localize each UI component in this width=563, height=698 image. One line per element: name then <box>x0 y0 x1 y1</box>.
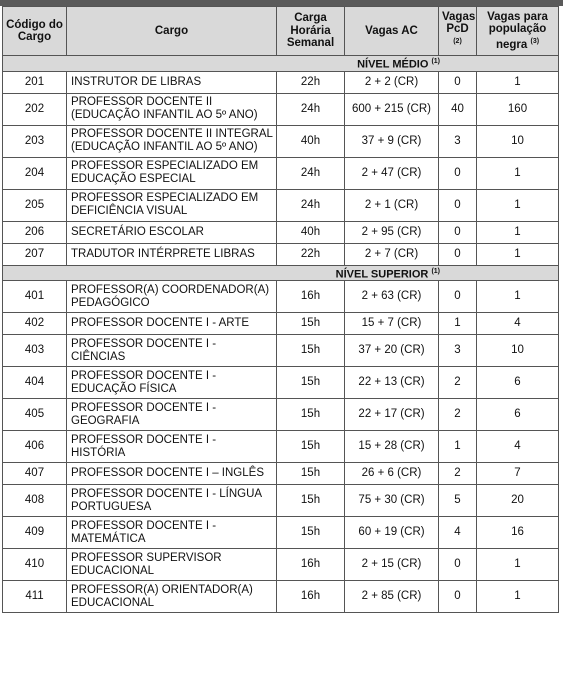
cell-carga: 22h <box>277 243 345 265</box>
cell-vagas-pcd: 2 <box>439 367 477 399</box>
cell-vagas-negra: 1 <box>477 71 559 93</box>
table-row <box>3 157 559 189</box>
cell-vagas-ac: 22 + 17 (CR) <box>345 399 439 431</box>
cell-vagas-negra: 1 <box>477 189 559 221</box>
cell-carga: 15h <box>277 367 345 399</box>
cell-codigo: 201 <box>3 71 67 93</box>
table-row <box>3 189 559 221</box>
cell-vagas-pcd: 2 <box>439 463 477 485</box>
cell-cargo: PROFESSOR DOCENTE II (EDUCAÇÃO INFANTIL AO 5º ANO) <box>67 93 277 125</box>
cell-vagas-pcd: 0 <box>439 221 477 243</box>
cell-codigo: 207 <box>3 243 67 265</box>
vagas-table-container <box>2 6 561 613</box>
cell-vagas-ac: 2 + 47 (CR) <box>345 157 439 189</box>
table-row <box>3 243 559 265</box>
section-row <box>3 56 559 72</box>
cell-codigo: 408 <box>3 485 67 517</box>
cell-vagas-negra: 1 <box>477 549 559 581</box>
cell-vagas-pcd: 0 <box>439 243 477 265</box>
header-row <box>3 7 559 56</box>
cell-codigo: 402 <box>3 313 67 335</box>
cell-cargo: PROFESSOR DOCENTE I - ARTE <box>67 313 277 335</box>
table-row <box>3 281 559 313</box>
cell-vagas-pcd: 0 <box>439 581 477 613</box>
cell-cargo: PROFESSOR SUPERVISOR EDUCACIONAL <box>67 549 277 581</box>
table-row <box>3 335 559 367</box>
cell-cargo: PROFESSOR DOCENTE I - MATEMÁTICA <box>67 517 277 549</box>
cell-cargo: PROFESSOR(A) ORIENTADOR(A) EDUCACIONAL <box>67 581 277 613</box>
cell-vagas-pcd: 5 <box>439 485 477 517</box>
cell-carga: 24h <box>277 93 345 125</box>
cell-carga: 15h <box>277 517 345 549</box>
cell-codigo: 202 <box>3 93 67 125</box>
cell-vagas-ac: 2 + 63 (CR) <box>345 281 439 313</box>
cell-codigo: 203 <box>3 125 67 157</box>
cell-cargo: PROFESSOR DOCENTE I - HISTÓRIA <box>67 431 277 463</box>
header-carga-text: Carga Horária Semanal <box>286 12 335 50</box>
cell-vagas-pcd: 0 <box>439 189 477 221</box>
cell-codigo: 411 <box>3 581 67 613</box>
cell-carga: 15h <box>277 335 345 367</box>
cell-carga: 40h <box>277 125 345 157</box>
cell-codigo: 404 <box>3 367 67 399</box>
header-carga <box>277 7 345 56</box>
cell-vagas-negra: 6 <box>477 367 559 399</box>
cell-vagas-negra: 10 <box>477 125 559 157</box>
cell-vagas-ac: 60 + 19 (CR) <box>345 517 439 549</box>
cell-vagas-ac: 2 + 95 (CR) <box>345 221 439 243</box>
table-row <box>3 485 559 517</box>
table-row <box>3 517 559 549</box>
cell-carga: 15h <box>277 313 345 335</box>
cell-vagas-ac: 600 + 215 (CR) <box>345 93 439 125</box>
vagas-table <box>2 6 559 613</box>
cell-codigo: 405 <box>3 399 67 431</box>
cell-codigo: 204 <box>3 157 67 189</box>
cell-carga: 24h <box>277 157 345 189</box>
cell-cargo: PROFESSOR DOCENTE I - LÍNGUA PORTUGUESA <box>67 485 277 517</box>
cell-vagas-ac: 37 + 20 (CR) <box>345 335 439 367</box>
table-row <box>3 549 559 581</box>
table-row <box>3 71 559 93</box>
cell-vagas-ac: 2 + 85 (CR) <box>345 581 439 613</box>
cell-vagas-pcd: 1 <box>439 431 477 463</box>
header-vagas-ac-text: Vagas AC <box>365 24 418 37</box>
section-note: (1) <box>431 58 440 65</box>
cell-codigo: 206 <box>3 221 67 243</box>
cell-vagas-negra: 4 <box>477 431 559 463</box>
header-vagas-negra <box>477 7 559 56</box>
table-row <box>3 125 559 157</box>
table-row <box>3 463 559 485</box>
cell-vagas-negra: 1 <box>477 243 559 265</box>
cell-vagas-negra: 4 <box>477 313 559 335</box>
cell-vagas-pcd: 3 <box>439 335 477 367</box>
header-vagas-ac <box>345 7 439 56</box>
cell-vagas-negra: 1 <box>477 221 559 243</box>
cell-vagas-negra: 20 <box>477 485 559 517</box>
header-cargo <box>67 7 277 56</box>
table-body <box>3 56 559 613</box>
cell-carga: 16h <box>277 549 345 581</box>
cell-vagas-ac: 2 + 15 (CR) <box>345 549 439 581</box>
header-vagas-negra-text: Vagas para população negra <box>487 10 548 51</box>
cell-codigo: 403 <box>3 335 67 367</box>
section-note: (1) <box>431 267 440 275</box>
header-cargo-text: Cargo <box>154 24 189 37</box>
cell-vagas-ac: 15 + 7 (CR) <box>345 313 439 335</box>
cell-vagas-ac: 2 + 2 (CR) <box>345 71 439 93</box>
cell-vagas-pcd: 4 <box>439 517 477 549</box>
cell-vagas-negra: 16 <box>477 517 559 549</box>
cell-vagas-ac: 26 + 6 (CR) <box>345 463 439 485</box>
table-row <box>3 367 559 399</box>
cell-cargo: PROFESSOR DOCENTE I - CIÊNCIAS <box>67 335 277 367</box>
cell-vagas-pcd: 0 <box>439 157 477 189</box>
cell-vagas-ac: 37 + 9 (CR) <box>345 125 439 157</box>
cell-vagas-negra: 1 <box>477 157 559 189</box>
section-title-cell <box>3 265 559 281</box>
cell-vagas-ac: 75 + 30 (CR) <box>345 485 439 517</box>
cell-vagas-pcd: 2 <box>439 399 477 431</box>
cell-cargo: PROFESSOR DOCENTE I – INGLÊS <box>67 463 277 485</box>
cell-cargo: PROFESSOR DOCENTE I - GEOGRAFIA <box>67 399 277 431</box>
cell-codigo: 401 <box>3 281 67 313</box>
cell-codigo: 410 <box>3 549 67 581</box>
cell-vagas-negra: 7 <box>477 463 559 485</box>
section-title: NÍVEL MÉDIO <box>357 58 429 71</box>
header-vagas-pcd-text: Vagas PcD <box>442 10 476 36</box>
cell-vagas-negra: 1 <box>477 581 559 613</box>
cell-vagas-ac: 2 + 1 (CR) <box>345 189 439 221</box>
cell-codigo: 409 <box>3 517 67 549</box>
cell-carga: 16h <box>277 281 345 313</box>
cell-vagas-pcd: 3 <box>439 125 477 157</box>
header-codigo-text: Código do Cargo <box>6 18 63 43</box>
cell-vagas-pcd: 0 <box>439 71 477 93</box>
section-row <box>3 265 559 281</box>
cell-cargo: SECRETÁRIO ESCOLAR <box>67 221 277 243</box>
table-row <box>3 581 559 613</box>
cell-vagas-ac: 22 + 13 (CR) <box>345 367 439 399</box>
section-title: NÍVEL SUPERIOR <box>335 268 429 281</box>
cell-codigo: 205 <box>3 189 67 221</box>
cell-carga: 40h <box>277 221 345 243</box>
cell-cargo: PROFESSOR DOCENTE I - EDUCAÇÃO FÍSICA <box>67 367 277 399</box>
header-vagas-pcd-note: (2) <box>453 37 462 45</box>
cell-vagas-negra: 6 <box>477 399 559 431</box>
cell-vagas-ac: 2 + 7 (CR) <box>345 243 439 265</box>
table-row <box>3 431 559 463</box>
cell-carga: 24h <box>277 189 345 221</box>
table-row <box>3 399 559 431</box>
cell-carga: 22h <box>277 71 345 93</box>
header-vagas-negra-note: (3) <box>530 37 540 45</box>
table-row <box>3 93 559 125</box>
cell-vagas-pcd: 0 <box>439 281 477 313</box>
cell-vagas-pcd: 0 <box>439 549 477 581</box>
cell-vagas-negra: 1 <box>477 281 559 313</box>
cell-vagas-pcd: 40 <box>439 93 477 125</box>
cell-vagas-ac: 15 + 28 (CR) <box>345 431 439 463</box>
cell-codigo: 406 <box>3 431 67 463</box>
section-title-cell <box>3 56 559 72</box>
table-row <box>3 313 559 335</box>
cell-cargo: PROFESSOR DOCENTE II INTEGRAL (EDUCAÇÃO INFANTIL AO 5º ANO) <box>67 125 277 157</box>
header-vagas-pcd <box>439 7 477 56</box>
cell-carga: 15h <box>277 431 345 463</box>
cell-vagas-negra: 10 <box>477 335 559 367</box>
cell-carga: 15h <box>277 485 345 517</box>
cell-codigo: 407 <box>3 463 67 485</box>
cell-vagas-negra: 160 <box>477 93 559 125</box>
cell-cargo: INSTRUTOR DE LIBRAS <box>67 71 277 93</box>
cell-cargo: PROFESSOR ESPECIALIZADO EM DEFICIÊNCIA VISUAL <box>67 189 277 221</box>
header-codigo <box>3 7 67 56</box>
cell-vagas-pcd: 1 <box>439 313 477 335</box>
table-row <box>3 221 559 243</box>
cell-cargo: PROFESSOR(A) COORDENADOR(A) PEDAGÓGICO <box>67 281 277 313</box>
cell-carga: 15h <box>277 399 345 431</box>
cell-cargo: TRADUTOR INTÉRPRETE LIBRAS <box>67 243 277 265</box>
cell-carga: 16h <box>277 581 345 613</box>
cell-carga: 15h <box>277 463 345 485</box>
cell-cargo: PROFESSOR ESPECIALIZADO EM EDUCAÇÃO ESPECIAL <box>67 157 277 189</box>
